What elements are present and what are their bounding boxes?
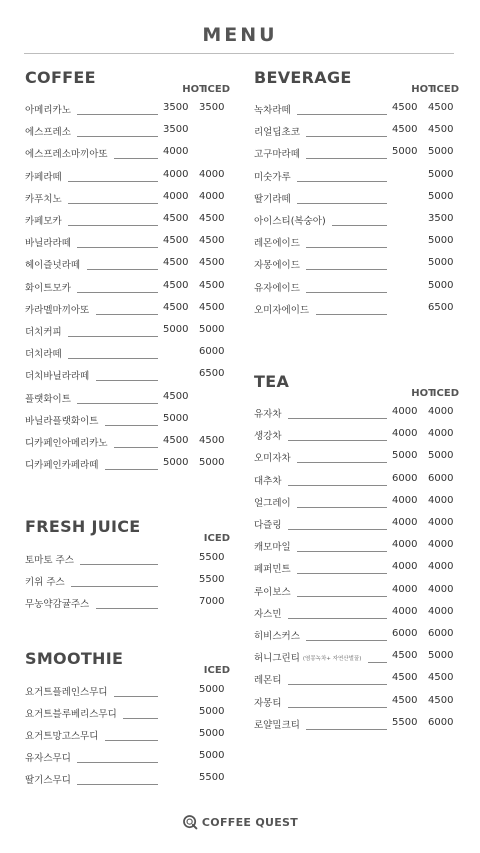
leader-line (306, 729, 387, 730)
price-iced: 3500 (199, 102, 225, 113)
menu-item-label: 딸기스무디 (25, 775, 71, 786)
menu-item-row (25, 368, 230, 386)
menu-item-name (254, 102, 291, 116)
menu-item-row (254, 191, 459, 209)
section-title: COFFEE (25, 68, 96, 87)
menu-item-label: 키위 주스 (25, 577, 65, 588)
price-iced: 4000 (428, 539, 454, 551)
menu-item-row (25, 574, 230, 592)
price-iced: 4500 (199, 435, 225, 446)
menu-item-label: 더치바닐라라떼 (25, 371, 90, 383)
menu-item-label: 바닐라라떼 (25, 238, 71, 250)
menu-item-name (25, 728, 98, 742)
menu-item-name (254, 191, 291, 205)
menu-item-note: (염몽녹차+ 자연산벌꿀) (302, 656, 362, 663)
menu-item-label: 로얄밀크티 (254, 719, 300, 731)
menu-item-name (25, 772, 71, 786)
price-iced: 4500 (428, 102, 454, 113)
menu-item-label: 생강차 (254, 431, 282, 443)
price-hot: 5000 (163, 457, 189, 469)
menu-item-label: 카페모카 (25, 216, 62, 227)
menu-item-label: 바닐라플랫화이트 (25, 415, 99, 427)
price-iced: 4000 (199, 168, 225, 180)
price-hot: 4000 (163, 190, 189, 202)
menu-item-name (254, 257, 300, 271)
price-iced: 4500 (199, 257, 225, 269)
menu-item-label: 카라멜마끼아또 (25, 304, 90, 316)
menu-item-name (254, 450, 291, 464)
menu-item-name (254, 428, 282, 442)
menu-item-label: 페퍼민트 (254, 564, 291, 576)
footer (0, 814, 480, 830)
menu-item-row (25, 552, 230, 570)
leader-line (105, 469, 158, 470)
menu-item-label: 요거트플레인스무디 (25, 687, 108, 698)
menu-item-row (25, 102, 230, 120)
menu-item-name (254, 606, 282, 620)
price-hot: 4000 (392, 428, 418, 440)
column-header-hot: HOT (182, 84, 206, 95)
menu-item-row (254, 213, 459, 231)
menu-item-row (254, 584, 459, 602)
price-hot: 5000 (163, 324, 189, 335)
menu-item-name (254, 124, 300, 138)
leader-line (68, 225, 158, 226)
price-hot: 4500 (163, 257, 189, 269)
price-iced: 4500 (199, 213, 225, 224)
price-iced: 6000 (428, 716, 454, 728)
price-hot: 4000 (392, 406, 418, 417)
price-hot: 4500 (163, 301, 189, 313)
column-header-iced: ICED (203, 84, 230, 95)
price-iced: 3500 (428, 213, 454, 224)
leader-line (297, 462, 387, 463)
menu-item-name (25, 435, 108, 449)
menu-item-label: 고구마라떼 (254, 149, 300, 161)
price-iced: 4000 (428, 406, 454, 417)
column-header-iced: ICED (203, 665, 230, 676)
menu-item-label: 오미자차 (254, 453, 291, 465)
price-hot: 4500 (392, 102, 418, 113)
menu-item-row (254, 257, 459, 275)
menu-item-label: 다즐링 (254, 520, 282, 531)
menu-item-name (25, 169, 62, 183)
menu-item-label: 유자에이드 (254, 282, 300, 294)
menu-item-row (25, 391, 230, 409)
leader-line (297, 114, 387, 115)
leader-line (77, 784, 158, 785)
leader-line (288, 418, 387, 419)
price-hot: 4000 (163, 146, 189, 158)
menu-item-name (25, 552, 74, 566)
menu-item-label: 녹차라떼 (254, 105, 291, 116)
section-title: BEVERAGE (254, 68, 352, 87)
leader-line (114, 447, 158, 448)
price-iced: 5000 (428, 279, 454, 291)
section-title: FRESH JUICE (25, 517, 141, 536)
price-hot: 5500 (392, 716, 418, 728)
price-hot: 4500 (392, 650, 418, 662)
menu-item-row (25, 235, 230, 253)
menu-item-row (25, 324, 230, 342)
price-iced: 6000 (428, 628, 454, 639)
menu-item-name (254, 406, 282, 420)
leader-line (306, 158, 387, 159)
leader-line (77, 403, 158, 404)
menu-item-label: 오미자에이드 (254, 304, 310, 316)
menu-item-name (25, 684, 108, 698)
price-hot: 4500 (392, 124, 418, 136)
leader-line (368, 662, 387, 663)
leader-line (123, 718, 158, 719)
menu-item-row (254, 495, 459, 513)
menu-item-row (25, 213, 230, 231)
menu-item-row (254, 280, 459, 298)
menu-item-label: 루이보스 (254, 586, 291, 598)
price-hot: 4000 (392, 583, 418, 595)
menu-item-name (25, 706, 117, 720)
menu-item-row (25, 684, 230, 702)
menu-item-label: 딸기라떼 (254, 193, 291, 205)
menu-item-name (254, 495, 291, 509)
menu-item-name (25, 124, 71, 138)
menu-item-row (254, 235, 459, 253)
price-hot: 6000 (392, 472, 418, 484)
price-iced: 4000 (428, 561, 454, 573)
menu-item-label: 더치라떼 (25, 349, 62, 361)
menu-item-name (254, 213, 326, 227)
menu-item-row (25, 146, 230, 164)
leader-line (306, 269, 387, 270)
menu-item-row (254, 169, 459, 187)
column-header-hot: HOT (411, 84, 435, 95)
menu-item-name (254, 280, 300, 294)
price-hot: 4500 (163, 279, 189, 291)
menu-item-name (25, 368, 89, 382)
menu-item-name (25, 596, 89, 610)
leader-line (288, 618, 387, 619)
menu-item-name (254, 628, 300, 642)
menu-item-name (25, 257, 80, 271)
menu-item-label: 유자스무디 (25, 753, 71, 764)
leader-line (332, 225, 387, 226)
coffee-quest-logo-icon (182, 814, 198, 830)
menu-item-label: 자스민 (254, 608, 282, 620)
menu-item-row (254, 406, 459, 424)
price-iced: 5000 (199, 728, 225, 739)
menu-item-name (254, 539, 291, 553)
leader-line (96, 314, 158, 315)
price-hot: 4500 (163, 435, 189, 446)
price-hot: 4500 (392, 694, 418, 706)
price-iced: 5000 (199, 706, 225, 717)
price-iced: 4000 (428, 583, 454, 595)
price-iced: 6500 (428, 301, 454, 313)
menu-item-name (254, 561, 291, 575)
menu-item-row (25, 280, 230, 298)
leader-line (77, 247, 158, 248)
price-iced: 5000 (428, 190, 454, 202)
price-iced: 5500 (199, 552, 225, 563)
menu-item-name (25, 413, 98, 427)
title-divider (24, 53, 454, 54)
leader-line (114, 158, 158, 159)
price-hot: 4000 (392, 539, 418, 551)
menu-item-name (25, 574, 65, 588)
menu-item-row (25, 346, 230, 364)
menu-item-label: 얼그레이 (254, 497, 291, 509)
column-header-iced: ICED (203, 533, 230, 544)
menu-item-name (254, 517, 282, 531)
leader-line (288, 440, 387, 441)
leader-line (77, 762, 158, 763)
menu-item-label: 디카페인아메리카노 (25, 438, 108, 449)
price-iced: 4500 (199, 301, 225, 313)
price-hot: 4000 (392, 605, 418, 617)
leader-line (297, 181, 387, 182)
price-iced: 4000 (428, 605, 454, 617)
menu-item-name (254, 235, 300, 249)
price-hot: 4000 (163, 168, 189, 180)
price-iced: 5000 (428, 146, 454, 158)
price-iced: 4500 (428, 672, 454, 684)
price-iced: 5500 (199, 772, 225, 783)
menu-item-row (254, 450, 459, 468)
price-iced: 5000 (199, 684, 225, 695)
leader-line (77, 114, 158, 115)
menu-item-label: 레몬에이드 (254, 238, 300, 250)
menu-item-label: 카푸치노 (25, 193, 62, 205)
price-hot: 4500 (392, 672, 418, 684)
menu-item-row (25, 191, 230, 209)
price-iced: 6000 (428, 472, 454, 484)
menu-item-label: 화이트모카 (25, 282, 71, 294)
menu-item-row (25, 728, 230, 746)
leader-line (288, 707, 387, 708)
menu-item-row (25, 596, 230, 614)
menu-item-row (25, 750, 230, 768)
leader-line (288, 485, 387, 486)
price-hot: 3500 (163, 102, 189, 113)
menu-item-label: 미숫가루 (254, 171, 291, 183)
leader-line (306, 247, 387, 248)
menu-item-name (254, 584, 291, 598)
menu-item-row (254, 428, 459, 446)
leader-line (297, 596, 387, 597)
menu-item-label: 캐모마일 (254, 542, 291, 554)
section-title: TEA (254, 372, 290, 391)
leader-line (68, 336, 158, 337)
menu-item-name (25, 102, 71, 116)
price-hot: 3500 (163, 124, 189, 136)
menu-item-row (254, 539, 459, 557)
menu-item-label: 플랫화이트 (25, 393, 71, 405)
menu-item-row (25, 706, 230, 724)
brand-name: COFFEE QUEST (201, 815, 299, 829)
menu-item-label: 요거트망고스무디 (25, 731, 99, 742)
price-iced: 7000 (199, 596, 225, 607)
leader-line (316, 314, 387, 315)
leader-line (297, 551, 387, 552)
menu-item-row (25, 169, 230, 187)
price-iced: 4500 (428, 694, 454, 706)
menu-item-name (25, 750, 71, 764)
menu-item-row (254, 473, 459, 491)
leader-line (71, 586, 158, 587)
leader-line (68, 181, 158, 182)
price-iced: 4500 (428, 124, 454, 136)
leader-line (306, 136, 387, 137)
menu-item-label: 대추차 (254, 475, 282, 487)
leader-line (306, 640, 387, 641)
menu-item-label: 디카페인카페라떼 (25, 460, 99, 472)
price-iced: 5000 (428, 168, 454, 180)
menu-item-row (25, 302, 230, 320)
menu-item-name (254, 695, 282, 709)
price-hot: 4000 (392, 561, 418, 573)
price-iced: 5000 (428, 450, 454, 462)
price-hot: 5000 (392, 146, 418, 158)
price-hot: 4500 (163, 235, 189, 247)
price-iced: 6500 (199, 368, 225, 380)
menu-item-name (254, 473, 282, 487)
menu-item-row (254, 561, 459, 579)
menu-item-label: 무농약감귤주스 (25, 599, 90, 610)
menu-item-row (254, 650, 459, 668)
price-hot: 4500 (163, 390, 189, 402)
menu-item-name (25, 280, 71, 294)
menu-item-name (25, 302, 89, 316)
menu-item-row (25, 413, 230, 431)
column-header-hot: HOT (411, 388, 435, 399)
menu-item-label: 리얼딥초코 (254, 127, 300, 139)
menu-item-name (254, 169, 291, 183)
leader-line (306, 292, 387, 293)
leader-line (297, 203, 387, 204)
menu-item-row (254, 517, 459, 535)
menu-item-row (25, 772, 230, 790)
section-title: SMOOTHIE (25, 649, 124, 668)
price-hot: 5000 (392, 450, 418, 462)
menu-item-label: 헤이즐넛라떼 (25, 260, 81, 272)
menu-item-label: 아이스티(복숭아) (254, 216, 326, 227)
menu-item-name (25, 213, 62, 227)
menu-item-label: 자몽에이드 (254, 260, 300, 272)
menu-item-label: 카페라떼 (25, 171, 62, 183)
leader-line (288, 529, 387, 530)
menu-item-row (25, 435, 230, 453)
menu-item-label: 자몽티 (254, 697, 282, 709)
menu-item-row (25, 457, 230, 475)
leader-line (105, 740, 158, 741)
menu-item-name (25, 191, 62, 205)
price-hot: 4000 (392, 517, 418, 528)
menu-item-name (254, 650, 361, 664)
column-header-iced: ICED (432, 388, 459, 399)
menu-item-label: 더치커피 (25, 327, 62, 338)
menu-item-name (25, 346, 62, 360)
menu-item-label: 허니그린티 (254, 653, 300, 665)
menu-item-name (254, 146, 300, 160)
price-iced: 4000 (428, 494, 454, 506)
price-hot: 4500 (163, 213, 189, 224)
price-iced: 6000 (199, 346, 225, 358)
menu-item-label: 아메리카노 (25, 105, 71, 116)
menu-item-row (254, 672, 459, 690)
menu-item-label: 요거트블루베리스무디 (25, 709, 117, 720)
menu-item-row (25, 257, 230, 275)
menu-item-label: 에스프레소마끼아또 (25, 149, 108, 161)
menu-item-row (254, 695, 459, 713)
menu-item-name (25, 235, 71, 249)
menu-item-name (25, 391, 71, 405)
leader-line (68, 358, 158, 359)
menu-item-label: 히비스커스 (254, 631, 300, 642)
leader-line (297, 507, 387, 508)
price-iced: 4000 (199, 190, 225, 202)
menu-item-label: 레몬티 (254, 675, 282, 687)
menu-item-name (25, 457, 98, 471)
menu-item-row (254, 102, 459, 120)
leader-line (105, 425, 158, 426)
column-header-iced: ICED (432, 84, 459, 95)
menu-item-label: 에스프레소 (25, 127, 71, 139)
leader-line (96, 608, 158, 609)
menu-item-name (25, 146, 108, 160)
price-iced: 4000 (428, 428, 454, 440)
leader-line (80, 564, 158, 565)
menu-item-row (254, 146, 459, 164)
leader-line (77, 136, 158, 137)
page-title: MENU (202, 24, 278, 46)
leader-line (297, 573, 387, 574)
price-hot: 5000 (163, 412, 189, 424)
price-iced: 5000 (428, 650, 454, 662)
price-iced: 5000 (428, 235, 454, 247)
price-iced: 5000 (199, 324, 225, 335)
menu-item-row (254, 606, 459, 624)
leader-line (288, 684, 387, 685)
price-iced: 5000 (199, 750, 225, 761)
price-iced: 5000 (428, 257, 454, 269)
leader-line (77, 292, 158, 293)
menu-item-row (254, 124, 459, 142)
leader-line (96, 380, 158, 381)
price-iced: 4500 (199, 235, 225, 247)
menu-item-row (254, 717, 459, 735)
menu-item-name (25, 324, 62, 338)
leader-line (87, 269, 158, 270)
menu-item-label: 토마토 주스 (25, 555, 74, 566)
menu-item-row (254, 302, 459, 320)
menu-item-label: 유자차 (254, 409, 282, 420)
price-iced: 4500 (199, 279, 225, 291)
price-iced: 5000 (199, 457, 225, 469)
price-hot: 6000 (392, 628, 418, 639)
leader-line (68, 203, 158, 204)
menu-item-name (254, 717, 300, 731)
price-hot: 4000 (392, 494, 418, 506)
menu-item-row (254, 628, 459, 646)
price-iced: 4000 (428, 517, 454, 528)
price-iced: 5500 (199, 574, 225, 585)
leader-line (114, 696, 158, 697)
menu-item-row (25, 124, 230, 142)
menu-item-name (254, 302, 309, 316)
menu-item-name (254, 672, 282, 686)
